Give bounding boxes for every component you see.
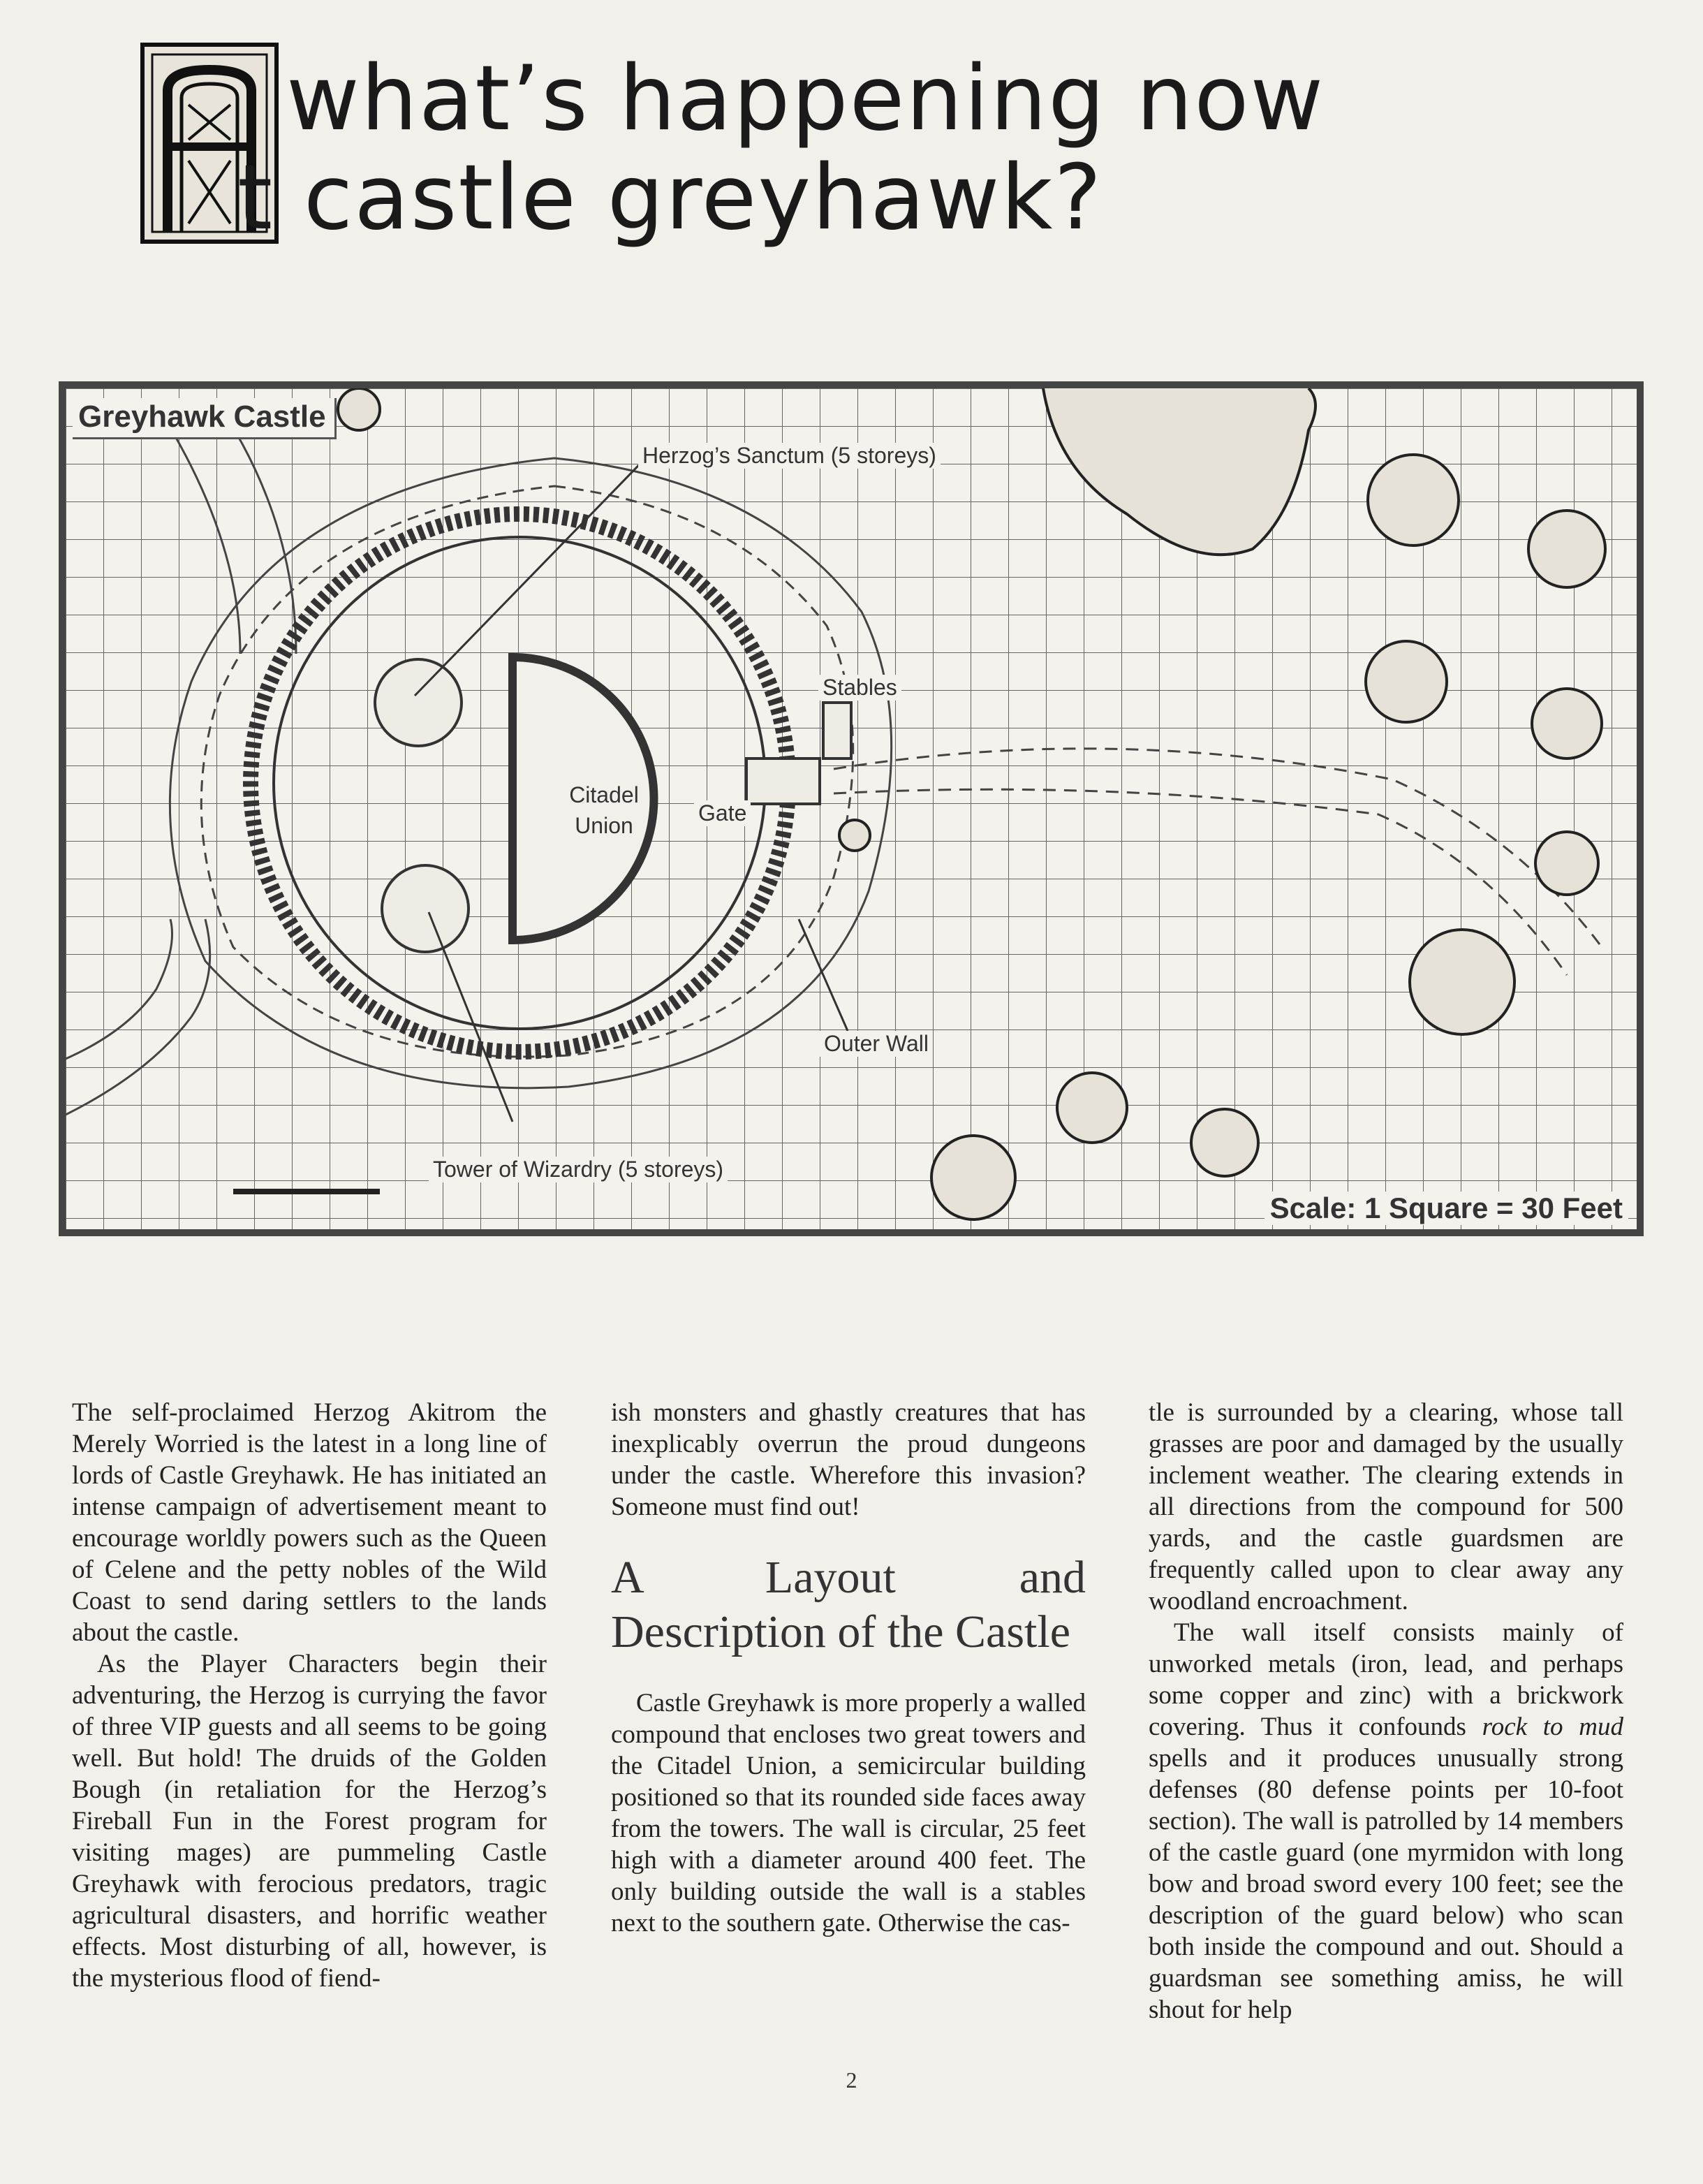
label-outer-wall: Outer Wall — [820, 1031, 933, 1057]
paragraph: ish monsters and ghastly creatures that has inexplicably overrun the proud dungeons under the castle. Wherefore this invasion? Someone must find out! — [611, 1398, 1086, 1521]
spell-name: rock to mud — [1482, 1713, 1624, 1741]
text-column-3 — [1149, 1397, 1623, 2025]
text-column-1 — [72, 1397, 547, 1994]
label-gate: Gate — [694, 800, 751, 826]
sanctum-tower-icon — [375, 659, 462, 746]
paragraph — [1149, 1617, 1623, 2025]
castle-map — [59, 381, 1644, 1236]
wizardry-tower-icon — [382, 865, 469, 952]
paragraph: The self-proclaimed Herzog Akitrom the Merely Worried is the latest in a long line of lords of Castle Greyhawk. He has initiated an intense campaign of advertisement meant to encourage worldly powers such as the Queen of Celene and the petty nobles of the Wild Coast to send daring settlers to the lands about the castle. — [72, 1398, 547, 1647]
label-herzogs-sanctum: Herzog’s Sanctum (5 storeys) — [638, 443, 941, 469]
label-tower-of-wizardry: Tower of Wizardry (5 storeys) — [429, 1157, 728, 1182]
paragraph: As the Player Characters begin their adventuring, the Herzog is currying the favor of three VIP guests and all seems to be going well. But hold! The druids of the Golden Bough (in retaliation for the Herzog’s Fireball Fun in the Forest program for visiting mages) are pummeling Castle Greyhawk with ferocious predators, tragic agricultural disasters, and horrific weather effects. Most disturbing of all, however, is the mysterious flood of fiend- — [72, 1650, 547, 1993]
map-scale: Scale: 1 Square = 30 Feet — [1265, 1192, 1628, 1225]
text-span: The wall itself consists mainly of unworked metals (iron, lead, and perhaps some copper and zinc) with a brickwork covering. Thus it confounds — [1149, 1618, 1623, 1741]
page-number: 2 — [846, 2067, 857, 2093]
headline — [140, 42, 1536, 272]
map-title: Greyhawk Castle — [73, 398, 337, 439]
page-title-line-2: t castle greyhawk? — [237, 146, 1103, 250]
paragraph: Castle Greyhawk is more properly a walled compound that encloses two great towers and the Citadel Union, a semicircular building positioned so that its rounded side faces away from the towers. The wall is circular, 25 feet high with a diameter around 400 feet. The only building outside the wall is a stables next to the southern gate. Otherwise the cas- — [611, 1689, 1086, 1937]
section-heading: A Layout and Description of the Castle — [611, 1552, 1086, 1657]
castle-map-drawing — [66, 388, 1637, 1229]
paragraph: tle is surrounded by a clearing, whose tall grasses are poor and damaged by the usually inclement weather. The clearing extends in all directions from the compound for 500 yards, and the castle guardsmen are frequently called upon to clear away any woodland encroachment. — [1149, 1398, 1623, 1615]
text-span: spells and it produces unusually strong defenses (80 defense points per 10-foot section). The wall is patrolled by 14 members of the castle guard (one myrmidon with long bow and broad sword every 100 feet; see the description of the guard below) who scan both inside the compound and out. Should a guardsman see something amiss, he will shout for help — [1149, 1744, 1623, 2024]
page-title-line-1: what’s happening now — [286, 47, 1325, 151]
stables-icon — [823, 703, 851, 758]
label-stables: Stables — [818, 675, 901, 701]
text-column-2 — [611, 1397, 1086, 1939]
label-citadel-union: Citadel Union — [569, 782, 639, 838]
gate-icon — [746, 758, 820, 804]
